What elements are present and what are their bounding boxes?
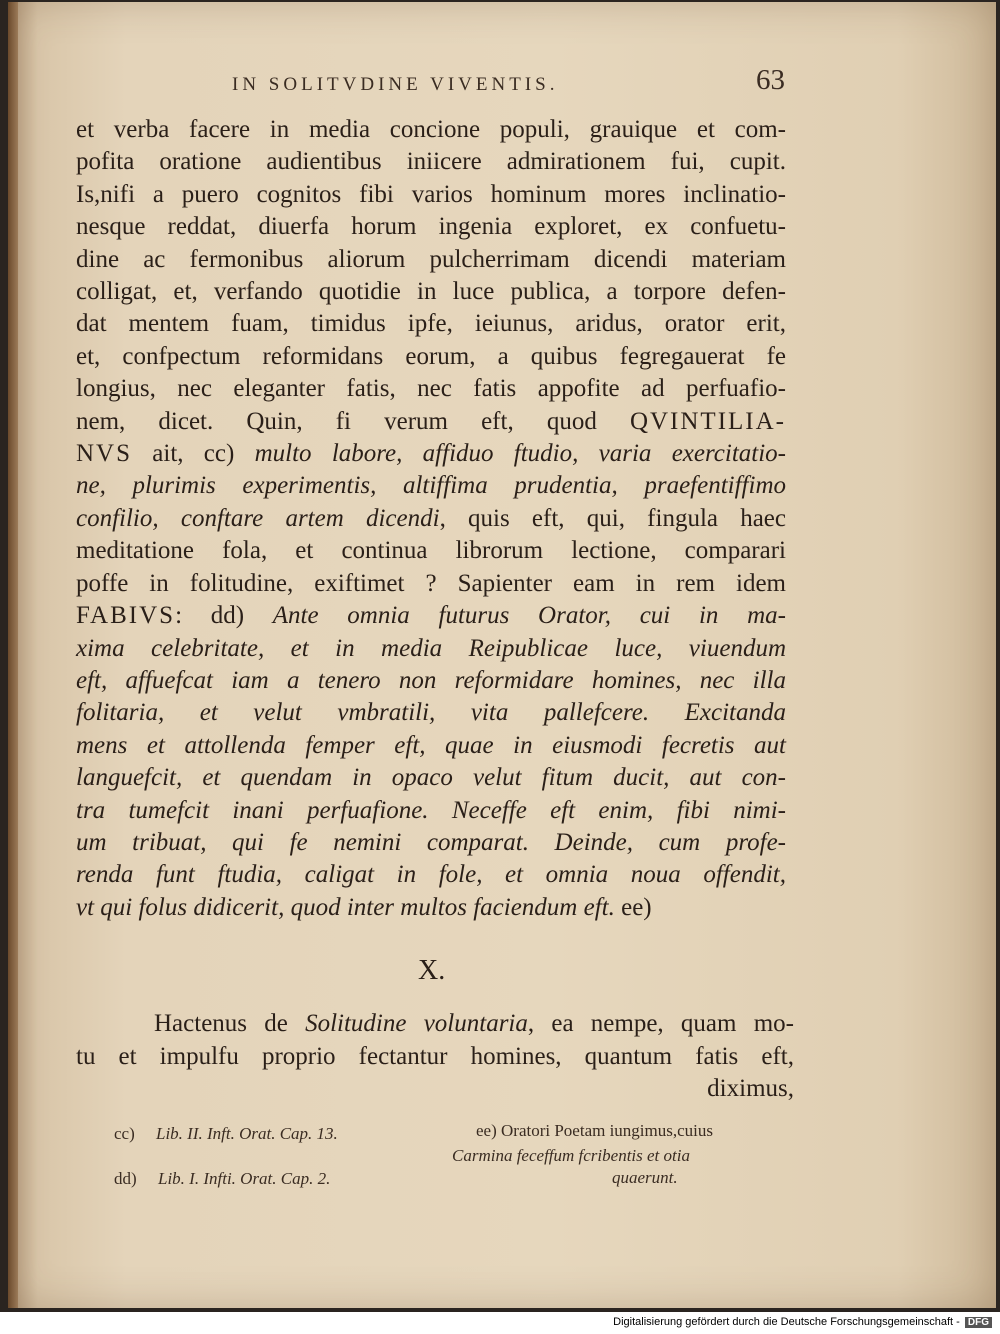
text-run: , ea nempe, quam mo-	[527, 1010, 794, 1037]
quote-run: Ante omnia futurus Orator, cui in ma-	[272, 602, 786, 630]
quote-run: multo labore, affiduo ftudio, varia exercitatio-	[254, 440, 786, 468]
body-line	[76, 503, 786, 535]
text-run: nem, dicet. Quin, fi verum eft, quod	[76, 407, 630, 435]
body-line: pofita oratione audientibus iniicere admirationem fui, cupit.	[76, 148, 786, 176]
body-line: dat mentem fuam, timidus ipfe, ieiunus, aridus, orator erit,	[76, 310, 786, 338]
body-line: longius, nec eleganter fatis, nec fatis appofite ad perfuafio-	[76, 375, 786, 403]
body-line	[76, 406, 786, 438]
body-line	[76, 1008, 794, 1041]
author-name: QVINTILIA-	[629, 407, 786, 435]
body-line: renda funt ftudia, caligat in fole, et omnia noua offendit,	[76, 861, 786, 889]
body-line: et verba facere in media concione populi, grauique et com-	[76, 116, 786, 143]
page-binding-edge	[8, 2, 18, 1308]
page-number: 63	[756, 64, 785, 96]
footnote-mark: dd)	[114, 1169, 137, 1188]
footnote-text: quaerunt.	[612, 1168, 678, 1187]
footnote-text: Lib. I. Infti. Orat. Cap. 2.	[158, 1169, 331, 1188]
body-line: meditatione fola, et continua librorum lectione, comparari	[76, 537, 786, 565]
body-line: xima celebritate, et in media Reipublicae luce, viuendum	[76, 634, 786, 662]
body-line: colligat, et, verfando quotidie in luce publica, a torpore defen-	[76, 278, 786, 306]
body-line: dine ac fermonibus aliorum pulcherrimam dicendi materiam	[76, 245, 786, 273]
catchword: diximus,	[707, 1075, 794, 1103]
body-line: nesque reddat, diuerfa horum ingenia exploret, ex confuetu-	[76, 213, 786, 241]
footnote-text: Lib. II. Inft. Orat. Cap. 13.	[156, 1124, 338, 1143]
text-run: , quis eft, qui, fingula haec	[439, 504, 786, 532]
body-line: et, confpectum reformidans eorum, a quibus fegregauerat fe	[76, 342, 786, 370]
body-line: Is,nifi a puero cognitos fibi varios hominum mores inclinatio-	[76, 180, 786, 208]
author-name: FABIVS	[76, 602, 176, 630]
footer-credit	[613, 1316, 992, 1328]
body-line: poffe in folitudine, exiftimet ? Sapienter eam in rem idem	[76, 569, 786, 597]
body-line	[76, 438, 786, 470]
footnote-mark: cc)	[114, 1124, 135, 1143]
quote-run: Solitudine voluntaria	[305, 1010, 528, 1037]
body-line: languefcit, et quendam in opaco velut fitum ducit, aut con-	[76, 764, 786, 792]
body-line	[76, 892, 786, 924]
body-line: eft, affuefcat iam a tenero non reformidare homines, nec illa	[76, 666, 786, 694]
quote-run: confilio, conftare artem dicendi	[76, 504, 440, 532]
quote-run: vt qui folus didicerit, quod inter multos faciendum eft.	[76, 893, 615, 921]
author-name: NVS	[76, 440, 133, 468]
body-line	[76, 600, 786, 632]
text-run: Hactenus de	[154, 1010, 306, 1037]
text-run: ee)	[614, 893, 652, 921]
dfg-logo-icon: DFG	[965, 1317, 992, 1328]
footnote-text: Carmina feceffum fcribentis et otia	[452, 1146, 690, 1165]
body-line: um tribuat, qui fe nemini comparat. Deinde, cum profe-	[76, 828, 786, 856]
running-head: IN SOLITVDINE VIVENTIS.	[232, 74, 559, 95]
footnote-text: ee) Oratori Poetam iungimus,cuius	[476, 1121, 714, 1140]
main-paragraph	[76, 114, 786, 924]
text-run: : dd)	[175, 602, 273, 630]
section-paragraph	[76, 1008, 794, 1106]
body-line: tu et impulfu proprio fectantur homines, quantum fatis eft,	[76, 1042, 794, 1070]
body-line: folitaria, et velut vmbratili, vita pallefcere. Excitanda	[76, 699, 786, 727]
text-run: ait, cc)	[132, 440, 255, 468]
body-line: ne, plurimis experimentis, altiffima prudentia, praefentiffimo	[76, 472, 786, 500]
body-line: mens et attollenda femper eft, quae in eiusmodi fecretis aut	[76, 731, 786, 759]
body-line: tra tumefcit inani perfuafione. Neceffe eft enim, fibi nimi-	[76, 796, 786, 824]
footer-credit-text: Digitalisierung gefördert durch die Deutsche Forschungsgemeinschaft -	[613, 1316, 960, 1328]
section-number: X.	[418, 955, 446, 986]
